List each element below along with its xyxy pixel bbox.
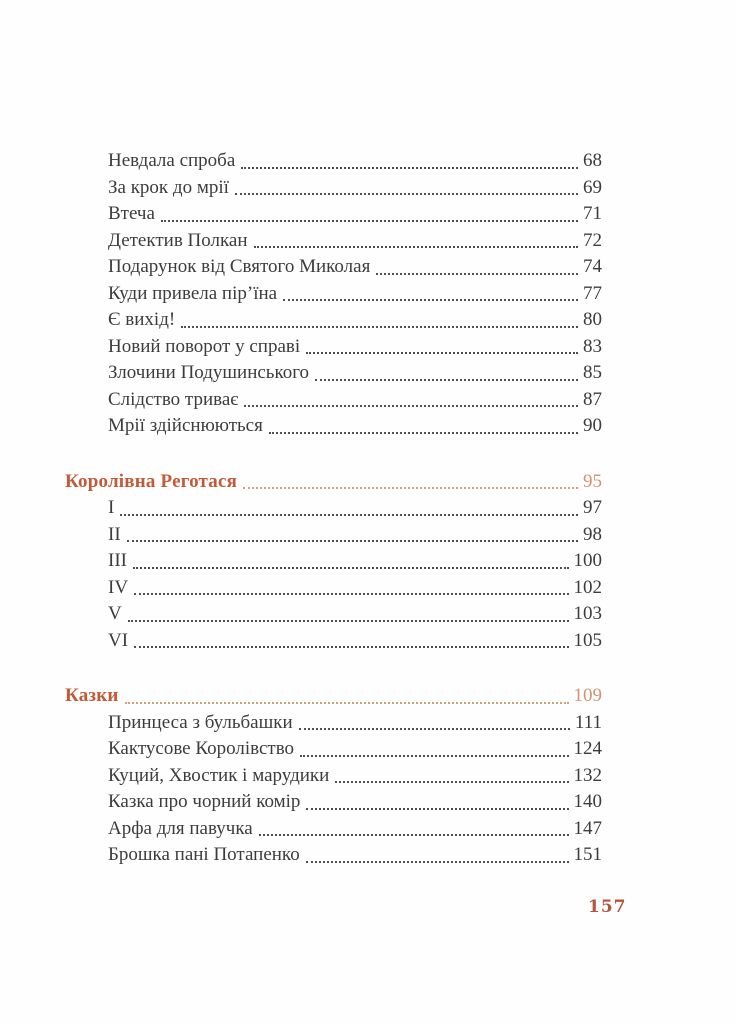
toc-entry <box>65 307 602 334</box>
toc-entry-title: Арфа для павучка <box>108 817 253 839</box>
dot-leader <box>128 620 569 622</box>
dot-leader <box>306 861 569 863</box>
dot-leader <box>133 567 569 569</box>
toc-entry-page: 132 <box>573 764 602 786</box>
dot-leader <box>269 432 578 434</box>
toc-entry <box>65 495 602 522</box>
dot-leader <box>134 646 568 648</box>
toc-entry-title: III <box>108 550 127 571</box>
toc-entry-title: Злочини Подушинського <box>108 362 310 383</box>
toc-entry-page: 147 <box>573 817 602 839</box>
toc-entry-page: 97 <box>583 497 602 518</box>
toc-entry-title: Невдала спроба <box>108 150 236 171</box>
dot-leader <box>376 273 578 275</box>
toc-entry-title: Брошка пані Потапенко <box>108 844 300 865</box>
toc-entry <box>65 842 602 869</box>
toc-entry <box>65 548 602 575</box>
toc-entry <box>65 601 602 628</box>
toc-section-header <box>65 469 602 496</box>
toc-entry-page: 68 <box>583 150 602 171</box>
toc-entry <box>65 281 602 308</box>
toc-entry-page: 85 <box>583 362 602 383</box>
toc-entry <box>65 334 602 361</box>
toc-entry <box>65 575 602 602</box>
toc-entry-page: 71 <box>583 203 602 224</box>
toc-entry-page: 87 <box>583 388 602 410</box>
toc-entry-page: 98 <box>583 523 602 545</box>
dot-leader <box>299 728 570 730</box>
toc-entry <box>65 201 602 228</box>
toc-entry-title: Куций, Хвостик і марудики <box>108 764 330 786</box>
dot-leader <box>241 167 578 169</box>
dot-leader <box>283 299 578 301</box>
dot-leader <box>181 326 578 328</box>
dot-leader <box>120 514 578 516</box>
table-of-contents <box>65 148 602 869</box>
dot-leader <box>306 352 578 354</box>
toc-entry-title: Куди привела пір’їна <box>108 282 278 304</box>
toc-entry-page: 111 <box>574 711 602 733</box>
dot-leader <box>335 781 568 783</box>
toc-entry-title: IV <box>108 576 129 598</box>
dot-leader <box>244 405 578 407</box>
dot-leader <box>243 487 578 489</box>
toc-entry-page: 103 <box>573 603 602 624</box>
toc-entry-title: Є вихід! <box>108 309 176 330</box>
toc-entry <box>65 789 602 816</box>
dot-leader <box>259 834 569 836</box>
toc-entry-title: I <box>108 497 115 518</box>
toc-entry <box>65 413 602 440</box>
toc-entry-page: 72 <box>583 229 602 251</box>
toc-entry-page: 80 <box>583 309 602 330</box>
toc-entry-page: 77 <box>583 282 602 304</box>
toc-entry-page: 151 <box>573 844 602 865</box>
toc-entry <box>65 710 602 737</box>
toc-entry-title: VI <box>108 629 129 651</box>
toc-entry-title: Подарунок від Святого Миколая <box>108 256 371 277</box>
toc-section-page: 95 <box>583 470 602 492</box>
toc-entry-page: 83 <box>583 335 602 357</box>
toc-entry <box>65 254 602 281</box>
dot-leader <box>125 702 569 704</box>
dot-leader <box>315 379 578 381</box>
dot-leader <box>235 193 578 195</box>
toc-entry-page: 100 <box>573 550 602 571</box>
toc-section-title: Королівна Реготася <box>65 470 238 492</box>
dot-leader <box>134 593 568 595</box>
toc-entry <box>65 816 602 843</box>
toc-entry <box>65 736 602 763</box>
toc-entry <box>65 763 602 790</box>
toc-entry <box>65 360 602 387</box>
dot-leader <box>306 808 568 810</box>
toc-section-page: 109 <box>573 685 602 706</box>
toc-entry-page: 140 <box>573 791 602 812</box>
toc-entry-page: 105 <box>573 629 602 651</box>
toc-entry <box>65 387 602 414</box>
dot-leader <box>254 246 578 248</box>
toc-section-header <box>65 683 602 710</box>
toc-entry-page: 90 <box>583 415 602 436</box>
page-number-folio: 157 <box>588 897 627 917</box>
toc-entry-title: Слідство триває <box>108 388 239 410</box>
toc-entry <box>65 148 602 175</box>
toc-entry-title: Принцеса з бульбашки <box>108 711 293 733</box>
toc-entry <box>65 175 602 202</box>
toc-entry-page: 102 <box>573 576 602 598</box>
toc-entry-title: Втеча <box>108 203 155 224</box>
toc-entry-title: Новий поворот у справі <box>108 335 301 357</box>
toc-entry-page: 124 <box>573 738 602 759</box>
toc-section-title: Казки <box>65 685 119 706</box>
dot-leader <box>161 220 578 222</box>
toc-entry-title: II <box>108 523 121 545</box>
toc-entry-title: Казка про чорний комір <box>108 791 301 812</box>
toc-entry <box>65 228 602 255</box>
toc-entry-title: Мрії здійснюються <box>108 415 263 436</box>
toc-entry-title: Детектив Полкан <box>108 229 248 251</box>
toc-entry <box>65 628 602 655</box>
toc-entry-title: За крок до мрії <box>108 176 229 198</box>
toc-entry-title: Кактусове Королівство <box>108 738 295 759</box>
toc-entry <box>65 522 602 549</box>
toc-entry-page: 69 <box>583 176 602 198</box>
dot-leader <box>127 540 578 542</box>
toc-entry-title: V <box>108 603 122 624</box>
dot-leader <box>300 755 568 757</box>
toc-entry-page: 74 <box>583 256 602 277</box>
